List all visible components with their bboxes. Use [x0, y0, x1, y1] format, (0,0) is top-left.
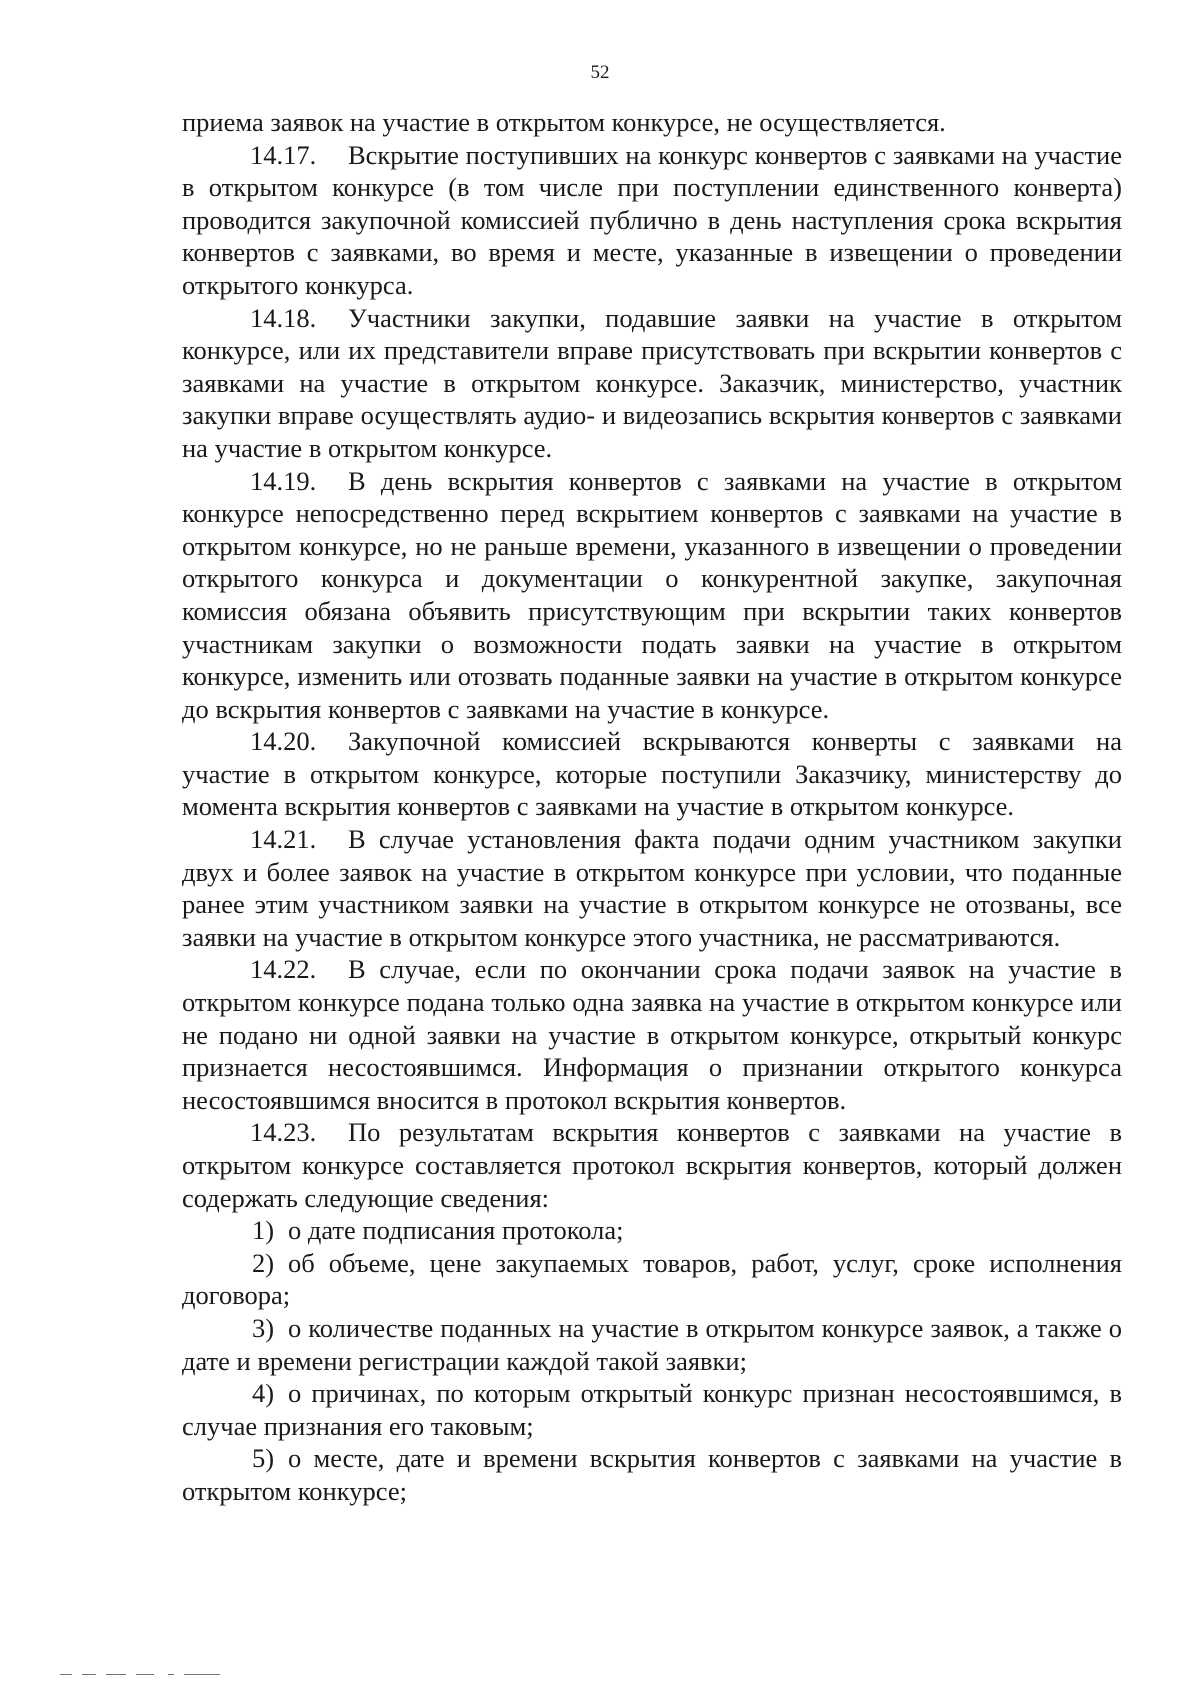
clause-number: 14.23.: [250, 1117, 317, 1148]
clause-14-19: [182, 465, 1122, 726]
clause-number: 14.19.: [250, 465, 317, 496]
list-item-5: [182, 1442, 1122, 1507]
clause-text: Закупочной комиссией вскрываются конверты с заявками на участие в открытом конкурсе, которые поступили Заказчику, министерству до момента вскрытия конвертов с заявками на участие в открытом конкурсе.: [182, 726, 1122, 822]
clause-14-17: [182, 139, 1122, 302]
list-item-number: 3): [252, 1312, 275, 1343]
clause-14-20: [182, 725, 1122, 823]
clause-number: 14.20.: [250, 726, 317, 757]
page-number: 52: [590, 62, 610, 83]
list-item-number: 2): [252, 1247, 275, 1278]
clause-number: 14.22.: [250, 954, 317, 985]
clause-text: По результатам вскрытия конвертов с заявками на участие в открытом конкурсе составляется протокол вскрытия конвертов, который должен содержать следующие сведения:: [182, 1117, 1122, 1213]
list-item-text: о причинах, по которым открытый конкурс признан несостоявшимся, в случае признания его таковым;: [182, 1378, 1122, 1441]
clause-text: Участники закупки, подавшие заявки на участие в открытом конкурсе, или их представители вправе присутствовать при вскрытии конвертов с заявками на участие в открытом конкурсе. Заказчик, министерство, участник закупки вправе осуществлять аудио- и видеозапись вскрытия конвертов с заявками на участие в открытом конкурсе.: [182, 302, 1122, 463]
list-item-text: о месте, дате и времени вскрытия конвертов с заявками на участие в открытом конкурсе;: [182, 1443, 1122, 1506]
clause-number: 14.21.: [250, 824, 317, 855]
document-body: [182, 106, 1122, 1508]
continuation-paragraph: приема заявок на участие в открытом конкурсе, не осуществляется.: [182, 107, 946, 137]
clause-number: 14.17.: [250, 139, 317, 170]
list-item-3: [182, 1312, 1122, 1377]
clause-text: В день вскрытия конвертов с заявками на участие в открытом конкурсе непосредственно перед вскрытием конвертов с заявками на участие в открытом конкурсе, но не раньше времени, указанного в извещении о проведении открытого конкурса и документации о конкурентной закупке, закупочная комиссия обязана объявить присутствующим при вскрытии таких конвертов участникам закупки о возможности подать заявки на участие в открытом конкурсе, изменить или отозвать поданные заявки на участие в открытом конкурсе до вскрытия конвертов с заявками на участие в конкурсе.: [182, 465, 1122, 724]
clause-14-23: [182, 1116, 1122, 1214]
clause-14-18: [182, 302, 1122, 465]
clause-text: В случае установления факта подачи одним участником закупки двух и более заявок на участие в открытом конкурсе при условии, что поданные ранее этим участником заявки на участие в открытом конкурсе не отозваны, все заявки на участие в открытом конкурсе этого участника, не рассматриваются.: [182, 824, 1122, 952]
list-item-1: [182, 1214, 1122, 1247]
scan-artifact-marks: [60, 1674, 230, 1676]
list-item-2: [182, 1247, 1122, 1312]
list-item-text: о количестве поданных на участие в открытом конкурсе заявок, а также о дате и времени регистрации каждой такой заявки;: [182, 1312, 1122, 1376]
list-item-4: [182, 1377, 1122, 1442]
list-item-number: 4): [252, 1378, 275, 1409]
clause-text: В случае, если по окончании срока подачи заявок на участие в открытом конкурсе подана только одна заявка на участие в открытом конкурсе или не подано ни одной заявки на участие в открытом конкурсе, открытый конкурс признается несостоявшимся. Информация о признании открытого конкурса несостоявшимся вносится в протокол вскрытия конвертов.: [182, 954, 1122, 1115]
clause-text: Вскрытие поступивших на конкурс конвертов с заявками на участие в открытом конкурсе (в том числе при поступлении единственного конверта) проводится закупочной комиссией публично в день наступления срока вскрытия конвертов с заявками, во время и месте, указанные в извещении о проведении открытого конкурса.: [182, 139, 1122, 300]
clause-14-22: [182, 953, 1122, 1116]
list-item-text: об объеме, цене закупаемых товаров, работ, услуг, сроке исполнения договора;: [182, 1247, 1122, 1311]
list-item-number: 5): [252, 1443, 275, 1474]
list-item-text: о дате подписания протокола;: [288, 1215, 624, 1246]
clause-14-21: [182, 823, 1122, 953]
list-item-number: 1): [252, 1215, 275, 1246]
clause-number: 14.18.: [250, 302, 317, 333]
